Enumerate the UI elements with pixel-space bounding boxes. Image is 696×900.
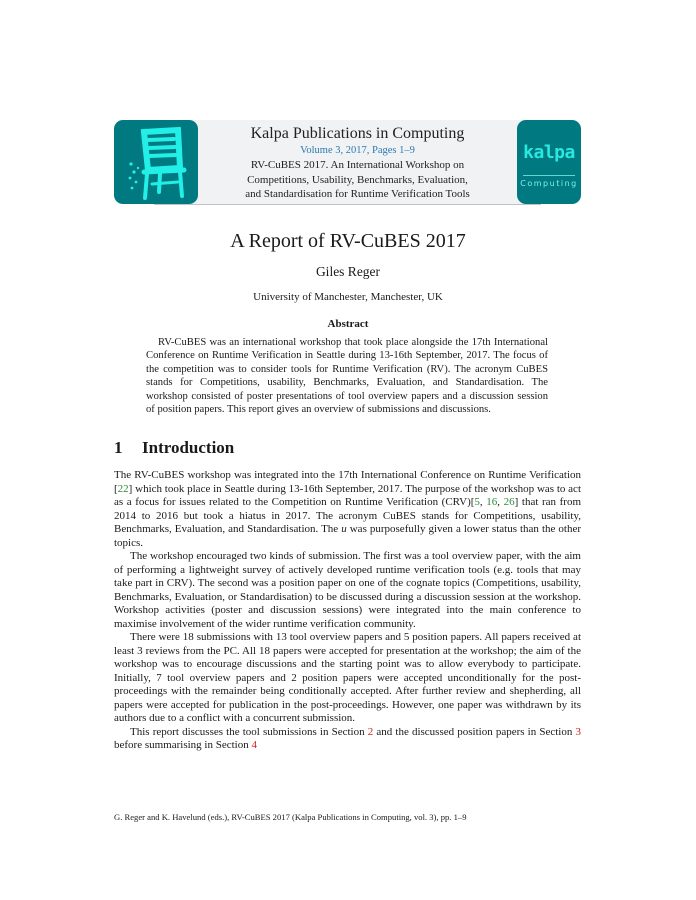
citation-link[interactable]: 26 (503, 496, 515, 508)
kalpa-subtitle: Computing (520, 179, 578, 188)
paper-title: A Report of RV-CuBES 2017 (230, 230, 466, 252)
volume-pages-link[interactable]: Volume 3, 2017, Pages 1–9 (300, 145, 415, 156)
introduction-body (114, 469, 581, 753)
page-footer: G. Reger and K. Havelund (eds.), RV-CuBES 2017 (Kalpa Publications in Computing, vol. 3), pp. 1–9 (114, 812, 467, 822)
proceedings-line-2: Competitions, Usability, Benchmarks, Evaluation, (247, 173, 468, 186)
kalpa-wordmark: kalpa (523, 142, 575, 163)
section-ref-link[interactable]: 4 (251, 739, 257, 751)
kalpa-computing-logo (517, 120, 581, 204)
publication-banner (114, 120, 581, 204)
banner-text (198, 124, 517, 202)
citation-link[interactable]: 5 (474, 496, 480, 508)
paragraph-2: The workshop encouraged two kinds of submission. The first was a tool overview paper, with the aim of performing a lightweight survey of actively developed runtime verification tools (e.g. tools that may take part in CRV). The second was a position paper on one of the cognate topics (Competitions, usability, Benchmarks, Evaluation, or Standardisation) to be discussed during a discussion session at the workshop. Workshop activities (poster and discussion sessions) were integrated into the main conference to maximise involvement of the wider runtime verification community. (114, 550, 581, 630)
paragraph-1: The RV-CuBES workshop was integrated into the 17th International Conference on Runtime Verification [22] which took place in Seattle during 13-16th September, 2017. The purpose of the workshop was to act as a focus for issues related to the Competition on Runtime Verification (CRV)[5, 16, 26] that ran from 2014 to 2016 but took a hiatus in 2017. The acronym CuBES stands for Competitions, usability, Benchmarks, Evaluation, and Standardisation. The u was purposefully given a lower status than the other topics. (114, 469, 582, 549)
chair-sketch-icon (114, 120, 198, 204)
citation-link[interactable]: 22 (117, 482, 129, 495)
logo-divider (523, 175, 575, 176)
abstract-heading: Abstract (327, 318, 369, 330)
p4-text-c: before summarising in Section (114, 739, 252, 751)
p1-text-b: which took place in Seattle during 13-16th September, 2017. The purpose of the workshop was to act as a focus for issues related to the Competition on Runtime Verification (CRV) (114, 482, 581, 508)
author-affiliation: University of Manchester, Manchester, UK (253, 291, 443, 303)
italic-u: u (341, 523, 347, 535)
series-title: Kalpa Publications in Computing (250, 125, 465, 142)
paragraph-4 (114, 726, 581, 753)
section-ref-link[interactable]: 3 (575, 725, 581, 738)
section-title: Introduction (142, 438, 235, 457)
p4-text-a: This report discusses the tool submissions in Section (130, 725, 368, 738)
proceedings-line-3: and Standardisation for Runtime Verification Tools (245, 188, 470, 200)
section-ref-link[interactable]: 2 (367, 725, 374, 738)
p1-text-a: The RV-CuBES workshop was integrated into the 17th International Conference on Runtime Verification (114, 469, 581, 481)
paper-author: Giles Reger (315, 264, 381, 279)
p1-text-d: was purposefully given a lower status than the other topics. (114, 523, 582, 549)
section-heading-introduction (114, 438, 234, 458)
p1-text-c: that ran from 2014 to 2016 but took a hiatus in 2017. The acronym CuBES stands for Competitions, usability, Benchmarks, Evaluation, and Standardisation. The (114, 496, 582, 535)
chair-sketch-logo-icon (114, 120, 198, 204)
paragraph-3: There were 18 submissions with 13 tool overview papers and 5 position papers. All papers received at least 3 reviews from the PC. All 18 papers were accepted for presentation at the workshop; the aim of the workshop was to encourage discussions and the starting point was to allow everybody to participate. Initially, 7 tool overview papers and 2 position papers were accepted unconditionally for the post-proceedings with the remainder being conditionally accepted. After further review and shepherding, all papers were accepted for publication in the post-proceedings. However, one paper was withdrawn by its authors due to a conflict with a concurrent submission. (114, 631, 581, 724)
proceedings-line-1: RV-CuBES 2017. An International Workshop on (250, 159, 465, 171)
p4-text-b: and the discussed position papers in Section (373, 725, 576, 738)
section-number: 1 (114, 438, 123, 457)
abstract-text: RV-CuBES was an international workshop that took place alongside the 17th International Conference on Runtime Verification in Seattle during 13-16th September, 2017. The focus of the competition was to consider tools for Runtime Verification (RV). The acronym CuBES stands for Competitions, usability, Benchmarks, Evaluation, and Standardisation. The workshop consisted of poster presentations of tool overview papers and a discussion session of position papers. This report gives an overview of submissions and discussions. (146, 337, 548, 416)
citation-link[interactable]: 16 (486, 496, 498, 508)
